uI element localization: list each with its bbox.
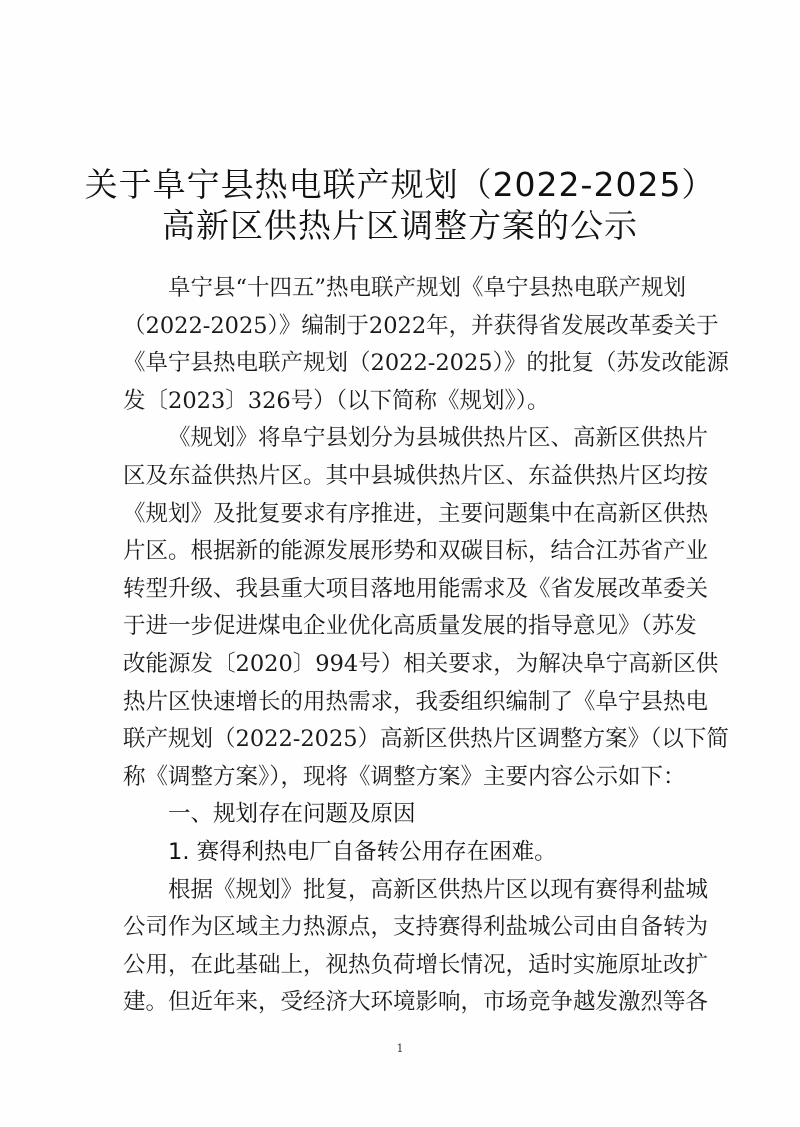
paragraph-2-line-6: 于进一步促进煤电企业优化高质量发展的指导意见》（苏发 <box>123 613 697 639</box>
paragraph-2-line-1: 《规划》将阜宁县划分为县城供热片区、高新区供热片 <box>168 425 709 451</box>
paragraph-2-line-2: 区及东益供热片区。其中县城供热片区、东益供热片区均按 <box>123 463 709 489</box>
paragraph-3-line-2: 公司作为区域主力热源点，支持赛得利盐城公司由自备转为 <box>123 914 709 940</box>
paragraph-1-line-4: 发〔2023〕326号）（以下简称《规划》）。 <box>123 388 550 414</box>
paragraph-2-line-8: 热片区快速增长的用热需求，我委组织编制了《阜宁县热电 <box>123 689 709 715</box>
paragraph-1-line-1: 阜宁县“十四五”热电联产规划《阜宁县热电联产规划 <box>168 275 687 301</box>
paragraph-2-line-5: 转型升级、我县重大项目落地用能需求及《省发展改革委关 <box>123 576 709 602</box>
document-title-line-1: 关于阜宁县热电联产规划（2022-2025） <box>84 165 716 204</box>
paragraph-2-line-4: 片区。根据新的能源发展形势和双碳目标，结合江苏省产业 <box>123 538 709 564</box>
paragraph-1-line-2: （2022-2025）》编制于2022年，并获得省发展改革委关于 <box>123 313 719 339</box>
paragraph-2-line-9: 联产规划（2022-2025）高新区供热片区调整方案》（以下简 <box>123 726 729 752</box>
paragraph-2-line-3: 《规划》及批复要求有序推进，主要问题集中在高新区供热 <box>123 501 709 527</box>
page-number: 1 <box>396 1042 404 1055</box>
paragraph-3-line-3: 公用，在此基础上，视热负荷增长情况，适时实施原址改扩 <box>123 952 709 978</box>
section-heading: 一、规划存在问题及原因 <box>168 801 416 827</box>
paragraph-2-line-10: 称《调整方案》），现将《调整方案》主要内容公示如下： <box>123 764 686 790</box>
paragraph-2-line-7: 改能源发〔2020〕994号）相关要求，为解决阜宁高新区供 <box>123 651 719 677</box>
paragraph-3-line-1: 根据《规划》批复，高新区供热片区以现有赛得利盐城 <box>168 877 709 903</box>
subsection-heading: 1. 赛得利热电厂自备转公用存在困难。 <box>168 839 557 865</box>
paragraph-1-line-3: 《阜宁县热电联产规划（2022-2025）》的批复（苏发改能源 <box>123 350 729 376</box>
document-title-line-2: 高新区供热片区调整方案的公示 <box>162 206 638 245</box>
paragraph-3-line-4: 建。但近年来，受经济大环境影响，市场竞争越发激烈等各 <box>123 989 709 1015</box>
